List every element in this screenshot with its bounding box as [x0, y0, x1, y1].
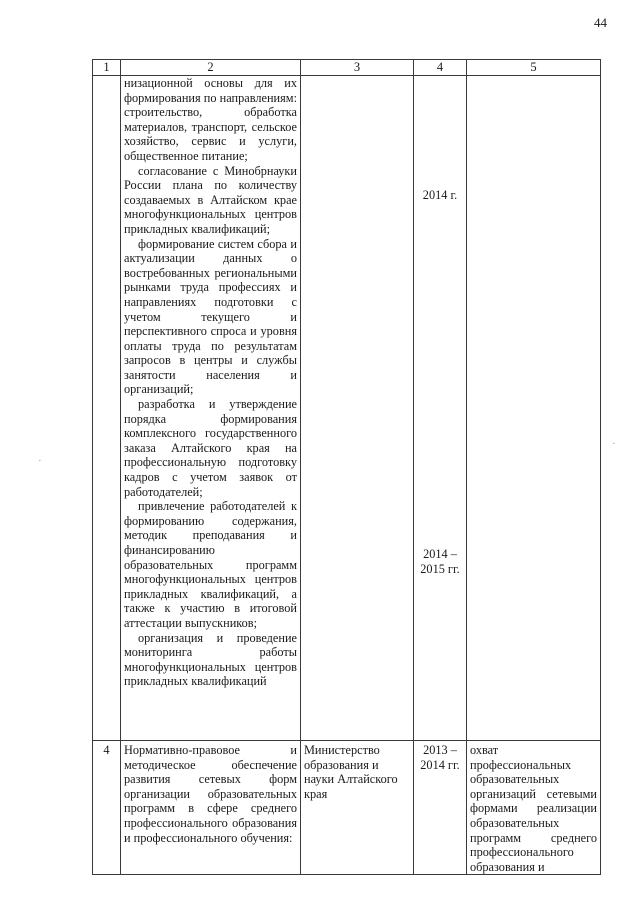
row-cont-num [93, 76, 121, 741]
measure-paragraph: разработка и утверждение порядка формирования комплексного государственного заказа Алтайского края на профессиональную подготовку кадров с учетом заявок от работодателей; [124, 397, 297, 499]
row-4-measure: Нормативно-правовое и методическое обеспечение развития сетевых форм организации образовательных программ в сфере среднего профессионального образования и профессионального обучения: [121, 741, 301, 875]
margin-mark-right: · [612, 438, 616, 450]
margin-mark-left: · [38, 455, 42, 467]
date-2014: 2014 г. [422, 188, 458, 202]
header-col-3: 3 [301, 60, 414, 76]
plan-table [92, 59, 601, 875]
header-col-2: 2 [121, 60, 301, 76]
row-cont-executor [301, 76, 414, 741]
measure-paragraph: формирование систем сбора и актуализации данных о востребованных региональными рынками труда профессиях и направлениях подготовки с учетом текущего и перспективного спроса и уровня оплаты труда по результатам запросов в центры и службы занятости населения и организаций; [124, 236, 297, 397]
measure-paragraph: низационной основы для их формирования по направлениям: строительство, обработка материалов, транспорт, сельское хозяйство, сервис и услуги, общественное питание; [124, 76, 297, 163]
measure-paragraph: организация и проведение мониторинга работы многофункциональных центров прикладных квалификаций [124, 630, 297, 689]
row-cont-result [467, 76, 601, 741]
row-4-date: 2013 – 2014 гг. [414, 741, 467, 875]
measure-paragraph: привлечение работодателей к формированию содержания, методик преподавания и финансированию образовательных программ многофункциональных центров прикладных квалификаций, а также к участию в итоговой аттестации выпускников; [124, 499, 297, 630]
table-row-continued [93, 76, 601, 741]
row-4-num: 4 [93, 741, 121, 875]
date-2014-2015: 2014 – 2015 гг. [420, 547, 460, 576]
header-col-4: 4 [414, 60, 467, 76]
table-header-row [93, 60, 601, 76]
table-row-4 [93, 741, 601, 875]
row-4-result: охват профессиональных образовательных организаций сетевыми формами реализации образовательных программ среднего профессионального образования и [467, 741, 601, 875]
page-number: 44 [594, 15, 607, 30]
row-4-executor: Министерство образования и науки Алтайского края [301, 741, 414, 875]
row-cont-dates [414, 76, 467, 741]
header-col-1: 1 [93, 60, 121, 76]
row-cont-measures [121, 76, 301, 741]
header-col-5: 5 [467, 60, 601, 76]
measure-paragraph: согласование с Минобрнауки России плана по количеству создаваемых в Алтайском крае многофункциональных центров прикладных квалификаций; [124, 163, 297, 236]
